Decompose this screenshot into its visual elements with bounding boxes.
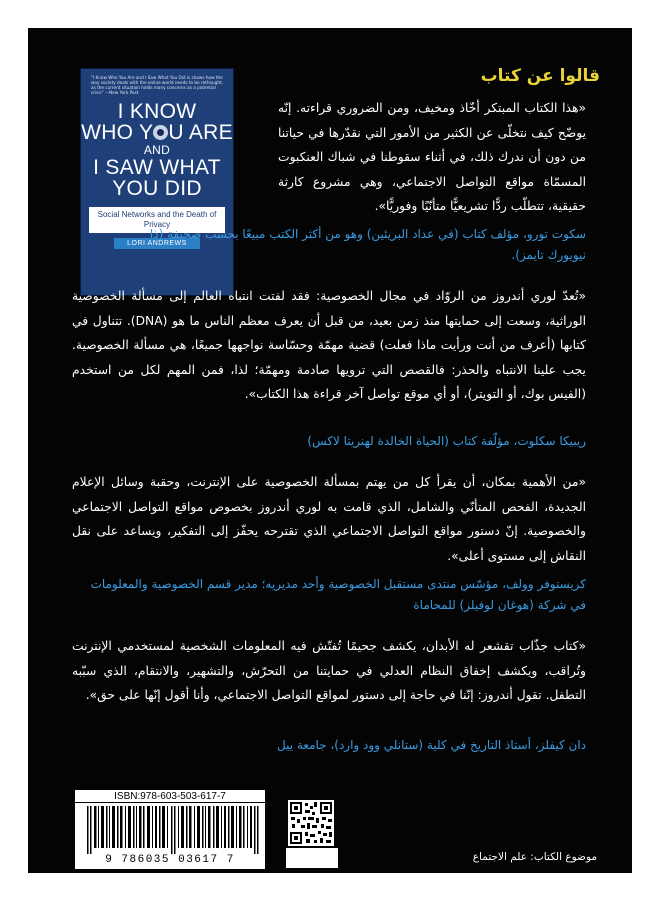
cover-title: I KNOW WHO Y U ARE AND I SAW WHAT YOU DID — [81, 100, 233, 200]
eye-icon — [153, 125, 168, 140]
barcode-number: 9 786035 03617 7 — [105, 854, 235, 866]
qr-caption — [286, 848, 338, 868]
isbn-barcode — [75, 790, 265, 869]
section-heading: قالوا عن كتاب — [480, 66, 600, 86]
review-text-1: «هذا الكتاب المبتكر أخّاذ ومخيف، ومن الضروري قراءته. إنّه يوضّح كيف نتخلّى عن الكثير من الأمور التي نقدّرها في حياتنا من دون أن ندرك ذلك، في أثناء سقوطنا في شباك العنكبوت المسمّاة مواقع التواصل الاجتماعي، وهي مشروع كارثة حقيقية، تتطلّب ردًّا تشريعيًّا متأنّيًا وفوريًّا». — [278, 101, 586, 213]
book-topic: موضوع الكتاب: علم الاجتماع — [472, 851, 597, 863]
review-text-3: «من الأهمية بمكان، أن يقرأ كل من يهتم بمسألة الخصوصية على الإنترنت، وحقبة وسائل الإعلام الجديدة، الفحص المتأنّي والشامل، الذي قامت به لوري أندروز بخصوص مواقع التواصل الاجتماعي والخصوصية. إنّ دستور مواقع التواصل الاجتماعي الذي تقترحه يحفّز إلى التفكير، ويساعد على نقل النقاش إلى مستوى أعلى». — [72, 475, 586, 563]
review-attribution-1: سكوت تورو، مؤلف كتاب (في عداد البريئين) وهو من أكثر الكتب مبيعًا بحسب صحيفة (ذا نيويورك تايمز). — [149, 227, 586, 262]
barcode-bars — [87, 806, 259, 854]
review-attribution-4: دان كيفلز، أستاذ التاريخ في كلية (ستانلي وود وارد)، جامعة ييل — [277, 738, 586, 752]
isbn-label: ISBN:978-603-503-617-7 — [75, 791, 265, 803]
cover-author: LORI ANDREWS — [114, 238, 200, 249]
review-attribution-2: ريبيكا سكلوت، مؤلّفة كتاب (الحياة الخالدة لهنريتا لاكس) — [307, 434, 586, 448]
cover-blurb: "I Know Who You Are and I Saw What You Did is shows how the way society deals with the online world needs to be rethought, as the current situation holds many concerns as a potential crisis" —New York Post — [91, 75, 223, 95]
cover-subtitle: Social Networks and the Death of Privacy — [89, 207, 225, 233]
review-text-2: «تُعدّ لوري أندروز من الروّاد في مجال الخصوصية: فقد لفتت انتباه العالم إلى مسألة الخصوصية الوراثية، وسعت إلى حمايتها منذ زمن بعيد، من قبل أن يعرف معظم الناس ما هو (DNA). تتناول في كتابها (أعرف من أنت ورأيت ماذا فعلت) قضية مهمّة وحسّاسة نواجهها جميعًا، هي مسألة الخصوصية. يجب علينا الانتباه والحذر: فالقصص التي ترويها صادمة ومهمّة؛ لذا، فمن المهم لكل من استخدم (الفيس بوك، أو التويتر)، أو أي موقع تواصل آخر قراءة هذا الكتاب». — [72, 289, 586, 401]
qr-code-icon — [288, 800, 334, 846]
review-text-4: «كتاب جذّاب تقشعر له الأبدان، يكشف جحيمًا تُفتّش فيه المعلومات الشخصية لمستخدمي الإنترنت وتُراقب، ويكشف إخفاق النظام العدلي في حمايتنا من التحرّش، والتشهير، والانتقام، الذي سبّبه التطفل. تقول أندروز: إنّنا في حاجة إلى دستور لمواقع التواصل الاجتماعي، وأنا أقول إنّها على حق». — [72, 639, 586, 702]
review-attribution-3: كريستوفر وولف، مؤسّس منتدى مستقبل الخصوصية وأحد مديريه؛ مدير قسم الخصوصية والمعلومات في شركة (هوغان لوفيلز) للمحاماة — [90, 577, 586, 612]
